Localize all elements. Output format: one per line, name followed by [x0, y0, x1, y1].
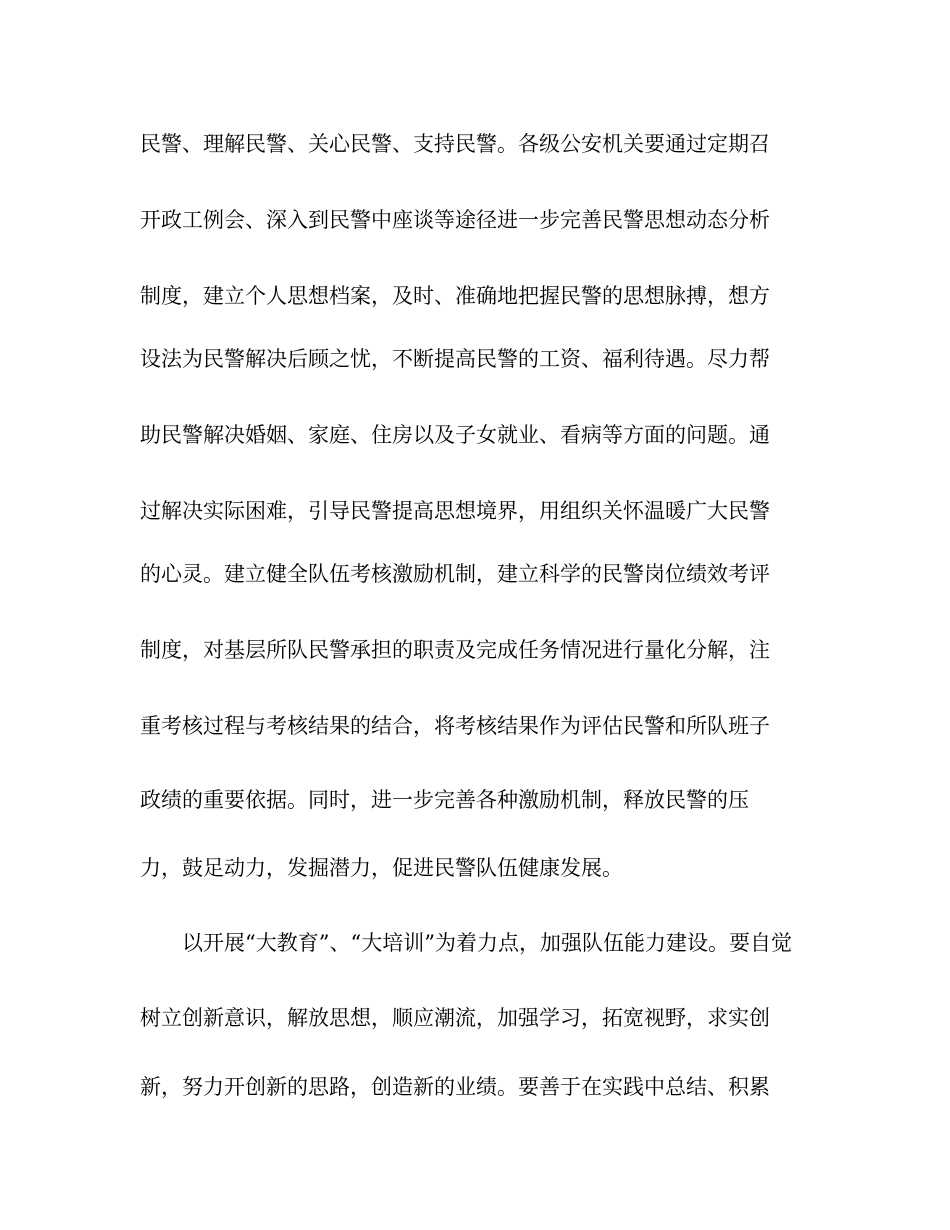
text-line: 的心灵。建立健全队伍考核激励机制，建立科学的民警岗位绩效考评 [140, 562, 770, 586]
text-line: 开政工例会、深入到民警中座谈等途径进一步完善民警思想动态分析 [140, 208, 770, 232]
text-line: 制度，对基层所队民警承担的职责及完成任务情况进行量化分解，注 [140, 638, 770, 662]
text-line: 树立创新意识，解放思想，顺应潮流，加强学习，拓宽视野，求实创 [140, 1006, 770, 1030]
text-line: 设法为民警解决后顾之忧，不断提高民警的工资、福利待遇。尽力帮 [140, 347, 770, 371]
text-line: 力，鼓足动力，发掘潜力，促进民警队伍健康发展。 [140, 856, 623, 880]
text-line: 助民警解决婚姻、家庭、住房以及子女就业、看病等方面的问题。通 [140, 423, 770, 447]
text-line: 重考核过程与考核结果的结合，将考核结果作为评估民警和所队班子 [140, 714, 770, 738]
text-line: 民警、理解民警、关心民警、支持民警。各级公安机关要通过定期召 [140, 132, 770, 156]
text-line: 新，努力开创新的思路，创造新的业绩。要善于在实践中总结、积累 [140, 1075, 770, 1099]
text-line: 政绩的重要依据。同时，进一步完善各种激励机制，释放民警的压 [140, 788, 749, 812]
text-line: 制度，建立个人思想档案，及时、准确地把握民警的思想脉搏，想方 [140, 284, 770, 308]
text-line: 过解决实际困难，引导民警提高思想境界，用组织关怀温暖广大民警 [140, 499, 770, 523]
paragraph-first-line: 以开展“大教育”、“大培训”为着力点，加强队伍能力建设。要自觉 [182, 931, 792, 955]
